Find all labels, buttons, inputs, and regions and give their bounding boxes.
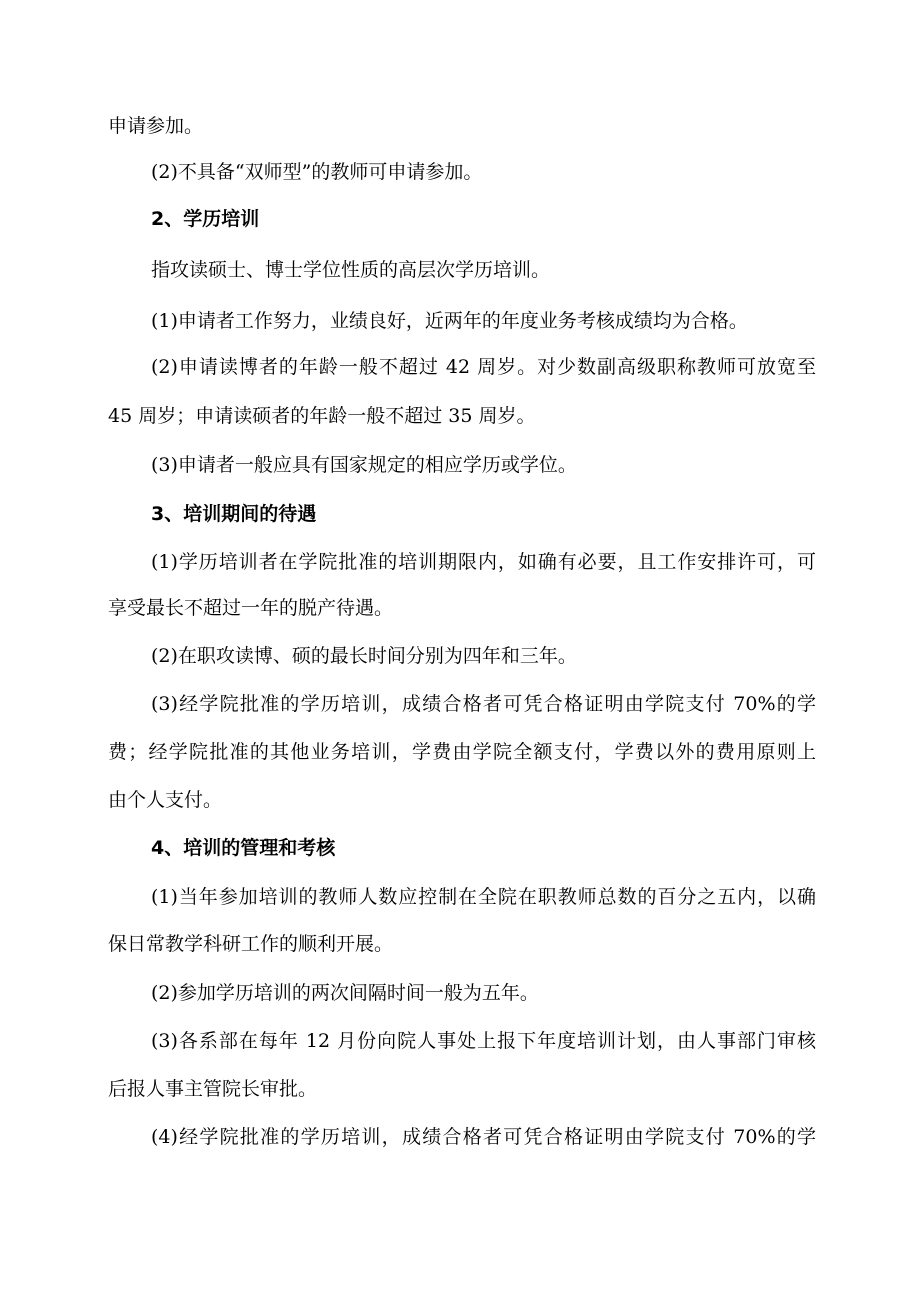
paragraph-line: (2)申请读博者的年龄一般不超过 42 周岁。对少数副高级职称教师可放宽至 — [151, 356, 816, 378]
paragraph-line: 申请参加。 — [108, 115, 204, 137]
paragraph-line: 由个人支付。 — [108, 789, 223, 811]
paragraph-line: 45 周岁；申请读硕者的年龄一般不超过 35 周岁。 — [108, 405, 536, 427]
paragraph-line: 指攻读硕士、博士学位性质的高层次学历培训。 — [151, 259, 551, 281]
paragraph-line: (2)不具备“双师型”的教师可申请参加。 — [151, 161, 483, 183]
paragraph-line: (2)在职攻读博、硕的最长时间分别为四年和三年。 — [151, 645, 577, 667]
paragraph-line: (3)经学院批准的学历培训，成绩合格者可凭合格证明由学院支付 70%的学 — [151, 693, 816, 715]
paragraph-line: (4)经学院批准的学历培训，成绩合格者可凭合格证明由学院支付 70%的学 — [151, 1126, 816, 1148]
section-heading: 4、培训的管理和考核 — [151, 837, 336, 859]
paragraph-line: 后报人事主管院长审批。 — [108, 1078, 318, 1100]
section-heading: 3、培训期间的待遇 — [151, 503, 317, 525]
paragraph-line: (1)当年参加培训的教师人数应控制在全院在职教师总数的百分之五内，以确 — [151, 886, 816, 908]
paragraph-line: (3)申请者一般应具有国家规定的相应学历或学位。 — [151, 454, 577, 476]
section-heading: 2、学历培训 — [151, 208, 260, 230]
paragraph-line: 费；经学院批准的其他业务培训，学费由学院全额支付，学费以外的费用原则上 — [108, 741, 816, 763]
paragraph-line: 保日常教学科研工作的顺利开展。 — [108, 933, 394, 955]
paragraph-line: (2)参加学历培训的两次间隔时间一般为五年。 — [151, 982, 539, 1004]
paragraph-line: (3)各系部在每年 12 月份向院人事处上报下年度培训计划，由人事部门审核 — [151, 1030, 816, 1052]
paragraph-line: (1)学历培训者在学院批准的培训期限内，如确有必要，且工作安排许可，可 — [151, 551, 816, 573]
paragraph-line: 享受最长不超过一年的脱产待遇。 — [108, 597, 394, 619]
paragraph-line: (1)申请者工作努力，业绩良好，近两年的年度业务考核成绩均为合格。 — [151, 310, 748, 332]
